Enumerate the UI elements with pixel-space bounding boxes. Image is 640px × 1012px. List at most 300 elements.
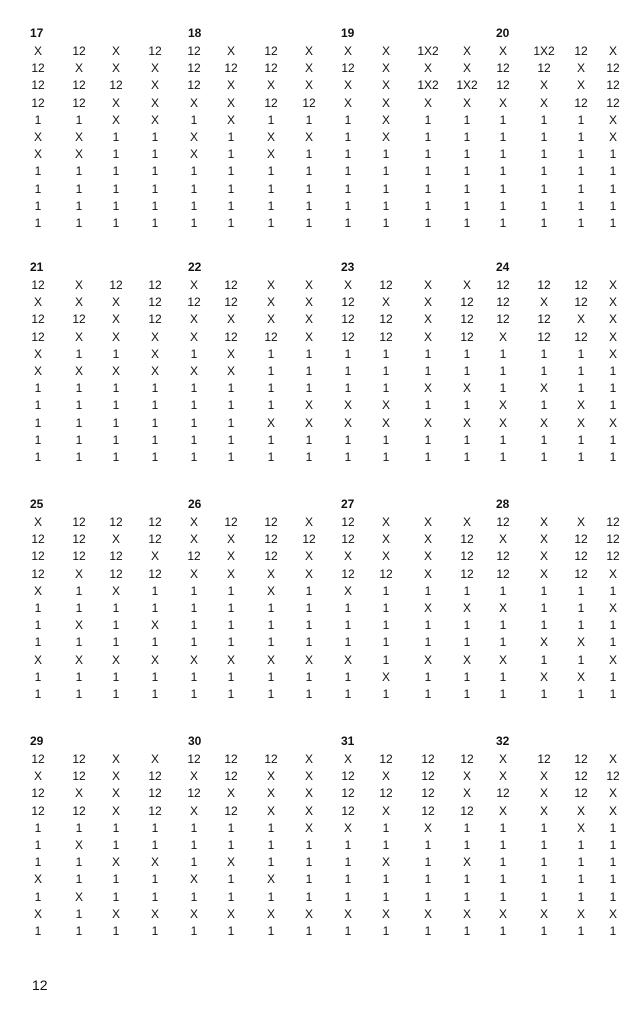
outcome-cell: 1 (577, 652, 585, 667)
outcome-cell: 1 (499, 346, 507, 361)
outcome-cell: 1 (344, 669, 352, 684)
outcome-cell: 1 (499, 583, 507, 598)
system-number: 31 (341, 734, 355, 748)
match-row (30, 129, 620, 146)
outcome-cell: 1 (382, 346, 390, 361)
outcome-cell: 12 (460, 329, 474, 344)
outcome-cell: 1 (540, 449, 548, 464)
outcome-cell: 12 (606, 549, 620, 564)
match-row (30, 415, 620, 432)
outcome-cell: 12 (460, 566, 474, 581)
outcome-cell: X (539, 295, 548, 310)
outcome-cell: 1 (190, 583, 198, 598)
outcome-cell: X (381, 112, 390, 127)
outcome-cell: 1X2 (417, 78, 439, 93)
outcome-cell: X (608, 329, 617, 344)
outcome-cell: 1 (190, 923, 198, 938)
outcome-cell: 1 (75, 198, 83, 213)
system-number: 32 (496, 734, 510, 748)
outcome-cell: 1 (499, 432, 507, 447)
outcome-cell: 1 (424, 432, 432, 447)
outcome-cell: X (189, 95, 198, 110)
outcome-cell: X (33, 906, 42, 921)
outcome-cell: 12 (574, 329, 588, 344)
outcome-cell: X (266, 312, 275, 327)
outcome-cell: X (189, 515, 198, 529)
outcome-cell: 12 (341, 532, 355, 547)
system-number: 27 (341, 497, 355, 511)
outcome-cell: 1 (424, 837, 432, 852)
outcome-cell: X (576, 61, 585, 76)
outcome-cell: 1 (151, 872, 159, 887)
system-number: 23 (341, 260, 355, 274)
outcome-cell: 1 (540, 398, 548, 413)
outcome-cell: X (498, 532, 507, 547)
outcome-cell: 1 (540, 923, 548, 938)
outcome-cell: X (111, 363, 120, 378)
outcome-cell: 1 (267, 381, 275, 396)
outcome-cell: X (150, 549, 159, 564)
outcome-cell: X (74, 363, 83, 378)
outcome-cell: X (423, 61, 432, 76)
outcome-cell: X (498, 329, 507, 344)
outcome-cell: 1 (305, 583, 313, 598)
outcome-cell: 1 (499, 363, 507, 378)
outcome-cell: X (150, 329, 159, 344)
outcome-cell: 1 (305, 381, 313, 396)
outcome-cell: X (189, 769, 198, 784)
outcome-cell: 12 (496, 515, 510, 529)
outcome-cell: 1 (382, 820, 390, 835)
outcome-cell: 1 (382, 618, 390, 633)
outcome-cell: 1 (344, 112, 352, 127)
outcome-cell: X (539, 906, 548, 921)
outcome-cell: 12 (264, 549, 278, 564)
outcome-cell: 1 (305, 432, 313, 447)
outcome-cell: 1 (151, 635, 159, 650)
match-row (30, 77, 620, 94)
outcome-cell: 1 (499, 923, 507, 938)
outcome-cell: 1 (75, 820, 83, 835)
outcome-cell: X (33, 769, 42, 784)
outcome-cell: 12 (341, 61, 355, 76)
outcome-cell: 1 (151, 686, 159, 701)
outcome-cell: 1 (463, 923, 471, 938)
outcome-cell: 1 (227, 164, 235, 179)
match-row (30, 531, 620, 548)
outcome-cell: 1 (267, 889, 275, 904)
outcome-cell: X (343, 652, 352, 667)
outcome-cell: 1 (112, 415, 120, 430)
outcome-cell: X (150, 906, 159, 921)
outcome-cell: 1 (227, 635, 235, 650)
outcome-cell: X (343, 820, 352, 835)
outcome-cell: 1 (112, 618, 120, 633)
outcome-cell: X (381, 398, 390, 413)
outcome-cell: X (462, 652, 471, 667)
outcome-cell: X (111, 329, 120, 344)
outcome-cell: 1 (227, 198, 235, 213)
outcome-cell: 1 (577, 346, 585, 361)
outcome-cell: 1 (540, 872, 548, 887)
match-row (30, 583, 620, 600)
outcome-cell: 1 (382, 449, 390, 464)
outcome-cell: 12 (224, 329, 238, 344)
outcome-cell: X (608, 600, 617, 615)
outcome-cell: 1 (463, 164, 471, 179)
outcome-cell: X (111, 906, 120, 921)
outcome-cell: 1 (75, 855, 83, 870)
outcome-cell: 1 (34, 600, 42, 615)
outcome-cell: 1 (190, 164, 198, 179)
outcome-cell: X (381, 803, 390, 818)
outcome-cell: 1 (267, 215, 275, 230)
outcome-cell: X (462, 415, 471, 430)
outcome-cell: 12 (264, 329, 278, 344)
outcome-cell: 1 (463, 686, 471, 701)
outcome-cell: 1 (75, 449, 83, 464)
outcome-cell: 12 (224, 803, 238, 818)
outcome-cell: 1 (267, 449, 275, 464)
outcome-cell: 1 (75, 398, 83, 413)
match-row (30, 686, 620, 703)
outcome-cell: 1 (190, 198, 198, 213)
outcome-cell: 1 (75, 906, 83, 921)
match-row (30, 617, 620, 634)
outcome-cell: 1 (305, 686, 313, 701)
match-row (30, 514, 620, 531)
outcome-cell: 1 (499, 449, 507, 464)
outcome-cell: X (304, 61, 313, 76)
outcome-cell: 12 (496, 549, 510, 564)
outcome-cell: X (498, 95, 507, 110)
outcome-cell: X (423, 532, 432, 547)
outcome-cell: X (266, 872, 275, 887)
outcome-cell: 1 (424, 855, 432, 870)
system-number: 29 (30, 734, 44, 748)
outcome-cell: X (381, 61, 390, 76)
outcome-cell: 1 (305, 872, 313, 887)
outcome-cell: 12 (72, 549, 86, 564)
outcome-cell: 1 (227, 837, 235, 852)
match-row (30, 277, 620, 294)
outcome-cell: 1 (305, 449, 313, 464)
match-row (30, 363, 620, 380)
outcome-cell: X (608, 415, 617, 430)
outcome-cell: 1 (190, 449, 198, 464)
outcome-cell: 1 (609, 432, 617, 447)
outcome-cell: 12 (187, 61, 201, 76)
outcome-cell: X (423, 381, 432, 396)
outcome-cell: 1 (75, 600, 83, 615)
outcome-cell: 12 (31, 549, 45, 564)
outcome-cell: 1 (112, 635, 120, 650)
outcome-cell: X (381, 532, 390, 547)
outcome-cell: X (150, 346, 159, 361)
outcome-cell: X (74, 295, 83, 310)
outcome-cell: 1 (151, 129, 159, 144)
outcome-cell: X (381, 95, 390, 110)
outcome-cell: 1 (227, 449, 235, 464)
outcome-cell: X (111, 752, 120, 766)
outcome-cell: 1 (344, 872, 352, 887)
outcome-cell: 1 (227, 147, 235, 162)
outcome-cell: X (576, 906, 585, 921)
outcome-cell: X (304, 786, 313, 801)
outcome-cell: X (266, 769, 275, 784)
outcome-cell: X (304, 820, 313, 835)
outcome-cell: 12 (460, 549, 474, 564)
outcome-cell: 1 (34, 686, 42, 701)
outcome-cell: 1 (34, 215, 42, 230)
outcome-cell: X (539, 532, 548, 547)
outcome-cell: X (33, 295, 42, 310)
outcome-cell: 1 (227, 215, 235, 230)
outcome-cell: X (576, 78, 585, 93)
outcome-cell: X (343, 78, 352, 93)
outcome-cell: 1 (151, 449, 159, 464)
outcome-cell: 12 (574, 566, 588, 581)
outcome-cell: 1 (609, 923, 617, 938)
outcome-cell: X (343, 44, 352, 58)
outcome-cell: 1 (112, 398, 120, 413)
outcome-cell: X (608, 112, 617, 127)
outcome-cell: 12 (72, 44, 86, 58)
outcome-cell: 1 (305, 889, 313, 904)
match-row (30, 906, 620, 923)
outcome-cell: X (608, 346, 617, 361)
outcome-cell: 1 (382, 872, 390, 887)
outcome-cell: 1 (609, 583, 617, 598)
outcome-cell: 12 (606, 769, 620, 784)
outcome-cell: 1 (424, 686, 432, 701)
outcome-cell: 12 (574, 95, 588, 110)
outcome-cell: 12 (460, 312, 474, 327)
outcome-cell: X (423, 515, 432, 529)
outcome-cell: 1 (463, 583, 471, 598)
outcome-cell: X (226, 566, 235, 581)
outcome-cell: 1 (151, 164, 159, 179)
outcome-cell: X (423, 652, 432, 667)
outcome-cell: 1 (540, 652, 548, 667)
match-row (30, 346, 620, 363)
system-number: 26 (188, 497, 202, 511)
outcome-cell: X (266, 415, 275, 430)
outcome-cell: 12 (31, 532, 45, 547)
outcome-cell: 1 (540, 164, 548, 179)
outcome-cell: 1 (609, 147, 617, 162)
match-row (30, 181, 620, 198)
match-row (30, 380, 620, 397)
outcome-cell: 12 (148, 515, 162, 529)
outcome-cell: X (304, 312, 313, 327)
outcome-cell: X (381, 549, 390, 564)
system-block (30, 26, 620, 232)
outcome-cell: 1 (609, 618, 617, 633)
outcome-cell: 1 (382, 652, 390, 667)
outcome-cell: 1 (190, 432, 198, 447)
outcome-cell: 1 (424, 363, 432, 378)
outcome-cell: 1 (424, 181, 432, 196)
outcome-cell: X (304, 398, 313, 413)
outcome-cell: 12 (379, 312, 393, 327)
outcome-cell: X (608, 312, 617, 327)
outcome-cell: 1 (227, 686, 235, 701)
outcome-cell: X (539, 381, 548, 396)
outcome-cell: 1 (577, 923, 585, 938)
outcome-cell: 1 (75, 415, 83, 430)
outcome-cell: 12 (302, 532, 316, 547)
outcome-cell: 1 (112, 346, 120, 361)
outcome-cell: 12 (148, 295, 162, 310)
outcome-cell: X (343, 906, 352, 921)
outcome-cell: 1 (227, 181, 235, 196)
outcome-cell: 1 (577, 855, 585, 870)
outcome-cell: X (539, 78, 548, 93)
outcome-cell: X (462, 95, 471, 110)
outcome-cell: X (576, 415, 585, 430)
outcome-cell: 12 (421, 769, 435, 784)
outcome-cell: 1 (540, 855, 548, 870)
outcome-cell: X (462, 278, 471, 292)
outcome-cell: 1 (609, 669, 617, 684)
outcome-cell: 12 (31, 786, 45, 801)
outcome-cell: 1 (34, 669, 42, 684)
outcome-cell: 12 (224, 515, 238, 529)
match-row (30, 146, 620, 163)
system-numbers-header (30, 497, 620, 514)
outcome-cell: 1 (267, 363, 275, 378)
outcome-cell: X (111, 583, 120, 598)
outcome-cell: 1 (424, 164, 432, 179)
outcome-cell: 1 (463, 889, 471, 904)
outcome-cell: 1 (267, 398, 275, 413)
outcome-cell: X (304, 295, 313, 310)
outcome-cell: 1 (112, 432, 120, 447)
match-row (30, 95, 620, 112)
outcome-cell: 1 (34, 164, 42, 179)
system-number: 28 (496, 497, 510, 511)
outcome-cell: X (150, 78, 159, 93)
outcome-cell: 1 (112, 669, 120, 684)
outcome-cell: 12 (148, 44, 162, 58)
outcome-cell: 1 (577, 618, 585, 633)
outcome-cell: 1 (267, 669, 275, 684)
outcome-cell: X (150, 112, 159, 127)
outcome-cell: 1 (267, 432, 275, 447)
match-row (30, 820, 620, 837)
outcome-cell: 1 (577, 164, 585, 179)
outcome-cell: 12 (148, 786, 162, 801)
outcome-cell: X (74, 837, 83, 852)
outcome-cell: 1 (190, 635, 198, 650)
outcome-cell: 1 (112, 381, 120, 396)
outcome-cell: 1 (499, 889, 507, 904)
outcome-cell: X (304, 549, 313, 564)
outcome-cell: 12 (72, 78, 86, 93)
system-number: 25 (30, 497, 44, 511)
outcome-cell: 12 (31, 803, 45, 818)
outcome-cell: 1 (424, 215, 432, 230)
outcome-cell: 12 (264, 532, 278, 547)
outcome-cell: 1 (540, 198, 548, 213)
outcome-cell: X (608, 278, 617, 292)
outcome-cell: 1 (424, 147, 432, 162)
outcome-cell: 1 (151, 432, 159, 447)
outcome-cell: 1 (305, 164, 313, 179)
outcome-cell: 1 (305, 635, 313, 650)
outcome-cell: 12 (109, 515, 123, 529)
outcome-cell: 1 (499, 181, 507, 196)
outcome-cell: 1 (305, 669, 313, 684)
outcome-cell: X (74, 618, 83, 633)
outcome-cell: 1 (112, 837, 120, 852)
outcome-cell: 1 (112, 686, 120, 701)
outcome-cell: X (304, 769, 313, 784)
outcome-cell: 1 (382, 686, 390, 701)
outcome-cell: X (111, 95, 120, 110)
match-row (30, 449, 620, 466)
outcome-cell: X (111, 44, 120, 58)
outcome-cell: 1 (382, 215, 390, 230)
system-numbers-header (30, 734, 620, 751)
outcome-cell: 1 (463, 363, 471, 378)
outcome-cell: 1 (305, 181, 313, 196)
outcome-cell: X (74, 889, 83, 904)
outcome-cell: X (33, 44, 42, 58)
outcome-cell: X (33, 346, 42, 361)
system-numbers-header (30, 260, 620, 277)
outcome-cell: 12 (496, 278, 510, 292)
outcome-cell: 12 (224, 769, 238, 784)
outcome-cell: X (608, 803, 617, 818)
outcome-cell: 12 (379, 566, 393, 581)
outcome-cell: X (343, 278, 352, 292)
outcome-cell: 1 (34, 415, 42, 430)
outcome-cell: 12 (496, 78, 510, 93)
outcome-cell: 1 (305, 618, 313, 633)
outcome-cell: 12 (421, 803, 435, 818)
outcome-cell: 1 (609, 820, 617, 835)
outcome-cell: X (576, 398, 585, 413)
outcome-cell: X (539, 549, 548, 564)
outcome-cell: 1 (151, 600, 159, 615)
outcome-cell: X (226, 786, 235, 801)
outcome-cell: 12 (31, 312, 45, 327)
system-block (30, 734, 620, 940)
outcome-cell: 1 (34, 432, 42, 447)
outcome-cell: X (462, 61, 471, 76)
outcome-cell: 1 (463, 181, 471, 196)
outcome-cell: 1 (540, 618, 548, 633)
outcome-cell: 12 (496, 61, 510, 76)
outcome-cell: X (226, 95, 235, 110)
match-row (30, 43, 620, 60)
outcome-cell: 1 (463, 346, 471, 361)
outcome-cell: 1 (267, 198, 275, 213)
outcome-cell: 1 (463, 449, 471, 464)
outcome-cell: 12 (341, 312, 355, 327)
outcome-cell: 12 (341, 515, 355, 529)
outcome-cell: X (74, 566, 83, 581)
outcome-cell: X (498, 906, 507, 921)
outcome-cell: 1 (609, 215, 617, 230)
outcome-cell: X (266, 803, 275, 818)
outcome-cell: X (423, 415, 432, 430)
outcome-cell: 1 (609, 363, 617, 378)
match-row (30, 397, 620, 414)
outcome-cell: 1 (112, 164, 120, 179)
